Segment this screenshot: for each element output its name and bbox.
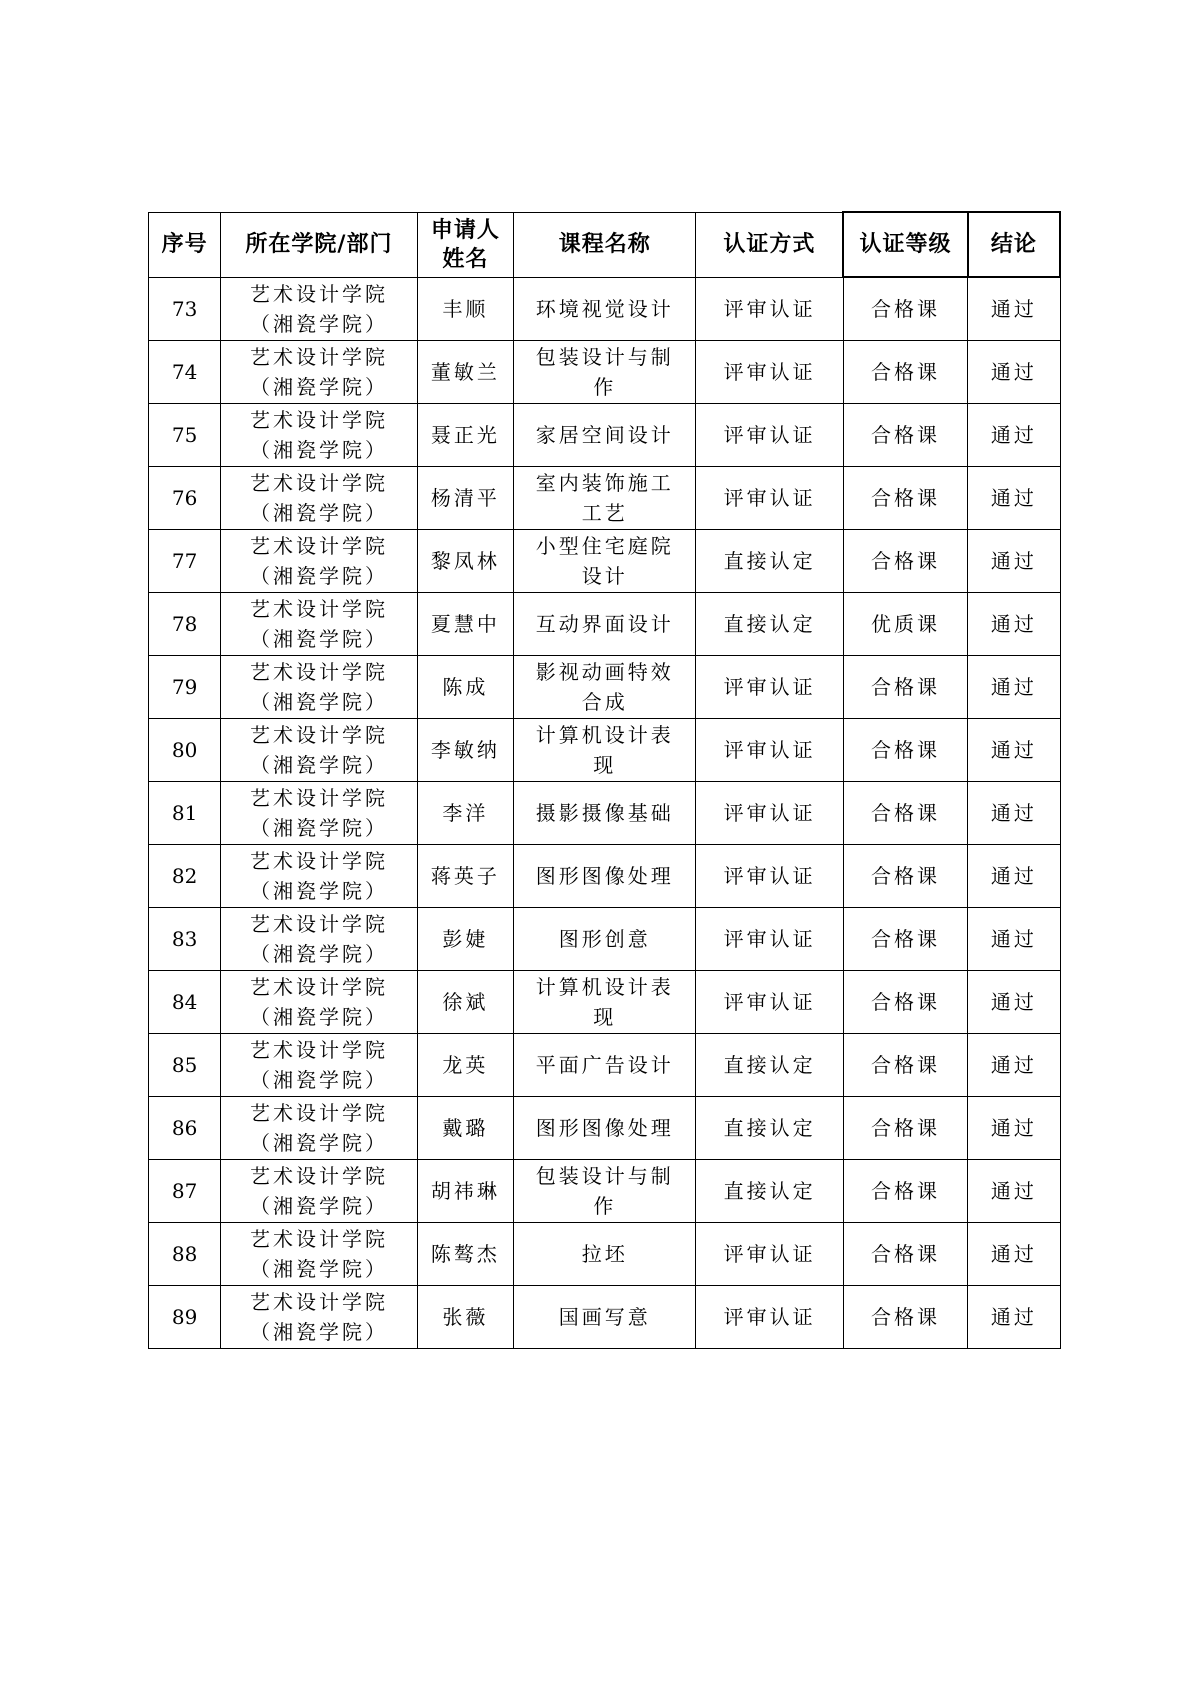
cell-no: 79	[149, 656, 221, 719]
cell-no: 82	[149, 845, 221, 908]
cell-dept	[221, 277, 418, 341]
cell-no: 88	[149, 1223, 221, 1286]
table-row	[149, 593, 1061, 656]
cell-applicant: 陈成	[417, 656, 513, 719]
cell-result: 通过	[968, 530, 1060, 593]
cell-result: 通过	[968, 404, 1060, 467]
cell-dept-text: 艺术设计学院（湘瓷学院）	[249, 1227, 388, 1281]
cell-result: 通过	[968, 277, 1060, 341]
cell-course-text: 摄影摄像基础	[535, 801, 674, 825]
table-row	[149, 277, 1061, 341]
cell-method: 评审认证	[696, 782, 843, 845]
cell-applicant: 聂正光	[417, 404, 513, 467]
header-dept: 所在学院/部门	[221, 212, 418, 277]
cell-course	[513, 1034, 696, 1097]
cell-dept	[221, 341, 418, 404]
cell-applicant: 李敏纳	[417, 719, 513, 782]
cell-dept-text: 艺术设计学院（湘瓷学院）	[249, 1101, 388, 1155]
cell-course-text: 图形图像处理	[535, 1116, 674, 1140]
cell-dept	[221, 1223, 418, 1286]
cell-dept-text: 艺术设计学院（湘瓷学院）	[249, 660, 388, 714]
cell-dept	[221, 1034, 418, 1097]
cell-dept	[221, 719, 418, 782]
cell-course-text: 包装设计与制作	[535, 345, 674, 399]
cell-dept	[221, 908, 418, 971]
cell-course	[513, 845, 696, 908]
header-course: 课程名称	[513, 212, 696, 277]
table-row	[149, 1034, 1061, 1097]
table-row	[149, 1223, 1061, 1286]
cell-no: 87	[149, 1160, 221, 1223]
cell-method: 评审认证	[696, 908, 843, 971]
cell-dept-text: 艺术设计学院（湘瓷学院）	[249, 1038, 388, 1092]
cell-dept-text: 艺术设计学院（湘瓷学院）	[249, 1164, 388, 1218]
cell-dept	[221, 530, 418, 593]
cell-result: 通过	[968, 1223, 1060, 1286]
cell-applicant: 徐斌	[417, 971, 513, 1034]
cell-dept-text: 艺术设计学院（湘瓷学院）	[249, 471, 388, 525]
cell-method: 评审认证	[696, 656, 843, 719]
cell-dept-text: 艺术设计学院（湘瓷学院）	[249, 408, 388, 462]
cell-method: 评审认证	[696, 341, 843, 404]
cell-applicant: 董敏兰	[417, 341, 513, 404]
cell-result: 通过	[968, 1286, 1060, 1349]
cell-level: 优质课	[843, 593, 967, 656]
cell-method: 评审认证	[696, 845, 843, 908]
cell-applicant: 戴璐	[417, 1097, 513, 1160]
table-row	[149, 404, 1061, 467]
cell-dept-text: 艺术设计学院（湘瓷学院）	[249, 597, 388, 651]
cell-result: 通过	[968, 782, 1060, 845]
cell-applicant: 李洋	[417, 782, 513, 845]
cell-dept	[221, 1286, 418, 1349]
cell-no: 81	[149, 782, 221, 845]
cell-no: 75	[149, 404, 221, 467]
header-row	[149, 212, 1061, 277]
cell-course	[513, 341, 696, 404]
cell-no: 77	[149, 530, 221, 593]
table-row	[149, 782, 1061, 845]
cell-level: 合格课	[843, 277, 967, 341]
cell-method: 直接认定	[696, 1160, 843, 1223]
cell-result: 通过	[968, 467, 1060, 530]
table-row	[149, 656, 1061, 719]
table-row	[149, 1097, 1061, 1160]
cell-method: 直接认定	[696, 593, 843, 656]
cell-dept-text: 艺术设计学院（湘瓷学院）	[249, 912, 388, 966]
cell-level: 合格课	[843, 341, 967, 404]
cell-applicant: 黎凤林	[417, 530, 513, 593]
cell-course-text: 平面广告设计	[535, 1053, 674, 1077]
cell-dept	[221, 782, 418, 845]
cell-level: 合格课	[843, 467, 967, 530]
cell-no: 83	[149, 908, 221, 971]
cell-level: 合格课	[843, 1034, 967, 1097]
cell-dept	[221, 467, 418, 530]
cell-result: 通过	[968, 1097, 1060, 1160]
cell-dept-text: 艺术设计学院（湘瓷学院）	[249, 849, 388, 903]
cell-course	[513, 782, 696, 845]
cell-course-text: 影视动画特效合成	[535, 660, 674, 714]
cell-result: 通过	[968, 656, 1060, 719]
cell-course-text: 图形图像处理	[535, 864, 674, 888]
cell-dept-text: 艺术设计学院（湘瓷学院）	[249, 281, 388, 336]
cell-course	[513, 1223, 696, 1286]
cell-no: 73	[149, 277, 221, 341]
cell-no: 76	[149, 467, 221, 530]
cell-applicant: 夏慧中	[417, 593, 513, 656]
course-certification-table	[148, 211, 1061, 1349]
cell-method: 直接认定	[696, 1097, 843, 1160]
table-row	[149, 719, 1061, 782]
cell-applicant: 胡祎琳	[417, 1160, 513, 1223]
cell-dept	[221, 656, 418, 719]
cell-dept	[221, 845, 418, 908]
cell-course	[513, 1160, 696, 1223]
cell-course-text: 拉坯	[581, 1242, 628, 1266]
cell-no: 74	[149, 341, 221, 404]
cell-method: 直接认定	[696, 530, 843, 593]
cell-applicant: 陈骜杰	[417, 1223, 513, 1286]
cell-dept	[221, 971, 418, 1034]
cell-level: 合格课	[843, 1097, 967, 1160]
cell-course-text: 包装设计与制作	[535, 1164, 674, 1218]
cell-applicant: 杨清平	[417, 467, 513, 530]
table-row	[149, 530, 1061, 593]
cell-no: 89	[149, 1286, 221, 1349]
cell-method: 直接认定	[696, 1034, 843, 1097]
table-row	[149, 467, 1061, 530]
cell-course-text: 国画写意	[558, 1305, 651, 1329]
cell-method: 评审认证	[696, 277, 843, 341]
cell-method: 评审认证	[696, 404, 843, 467]
cell-level: 合格课	[843, 1223, 967, 1286]
cell-result: 通过	[968, 719, 1060, 782]
table-row	[149, 341, 1061, 404]
cell-course	[513, 971, 696, 1034]
cell-applicant: 丰顺	[417, 277, 513, 341]
cell-dept-text: 艺术设计学院（湘瓷学院）	[249, 534, 388, 588]
cell-result: 通过	[968, 341, 1060, 404]
cell-dept-text: 艺术设计学院（湘瓷学院）	[249, 345, 388, 399]
cell-result: 通过	[968, 593, 1060, 656]
table-row	[149, 971, 1061, 1034]
cell-level: 合格课	[843, 971, 967, 1034]
cell-method: 评审认证	[696, 971, 843, 1034]
cell-result: 通过	[968, 1160, 1060, 1223]
cell-level: 合格课	[843, 656, 967, 719]
cell-level: 合格课	[843, 404, 967, 467]
cell-dept-text: 艺术设计学院（湘瓷学院）	[249, 975, 388, 1029]
cell-course-text: 计算机设计表现	[535, 723, 674, 777]
cell-dept-text: 艺术设计学院（湘瓷学院）	[249, 723, 388, 777]
cell-level: 合格课	[843, 719, 967, 782]
cell-level: 合格课	[843, 1160, 967, 1223]
cell-course	[513, 530, 696, 593]
cell-result: 通过	[968, 908, 1060, 971]
cell-course-text: 环境视觉设计	[535, 296, 674, 321]
cell-dept	[221, 404, 418, 467]
cell-level: 合格课	[843, 782, 967, 845]
cell-course	[513, 656, 696, 719]
table-row	[149, 1160, 1061, 1223]
cell-no: 78	[149, 593, 221, 656]
cell-course	[513, 719, 696, 782]
cell-no: 80	[149, 719, 221, 782]
cell-method: 评审认证	[696, 467, 843, 530]
cell-course-text: 室内装饰施工工艺	[535, 471, 674, 525]
cell-course	[513, 1286, 696, 1349]
header-level: 认证等级	[843, 212, 967, 277]
table-row	[149, 908, 1061, 971]
cell-dept	[221, 593, 418, 656]
cell-course	[513, 404, 696, 467]
cell-course	[513, 593, 696, 656]
cell-level: 合格课	[843, 908, 967, 971]
header-no: 序号	[149, 212, 221, 277]
header-method: 认证方式	[696, 212, 843, 277]
cell-method: 评审认证	[696, 1223, 843, 1286]
cell-applicant: 蒋英子	[417, 845, 513, 908]
cell-course-text: 互动界面设计	[535, 612, 674, 636]
cell-level: 合格课	[843, 1286, 967, 1349]
cell-no: 85	[149, 1034, 221, 1097]
cell-course	[513, 277, 696, 341]
cell-no: 84	[149, 971, 221, 1034]
cell-course-text: 小型住宅庭院设计	[535, 534, 674, 588]
cell-method: 评审认证	[696, 1286, 843, 1349]
cell-dept-text: 艺术设计学院（湘瓷学院）	[249, 786, 388, 840]
cell-dept	[221, 1160, 418, 1223]
cell-applicant: 彭婕	[417, 908, 513, 971]
cell-applicant: 龙英	[417, 1034, 513, 1097]
cell-result: 通过	[968, 971, 1060, 1034]
table-row	[149, 845, 1061, 908]
cell-method: 评审认证	[696, 719, 843, 782]
header-result: 结论	[968, 212, 1060, 277]
cell-dept	[221, 1097, 418, 1160]
cell-result: 通过	[968, 845, 1060, 908]
cell-course	[513, 1097, 696, 1160]
cell-course	[513, 908, 696, 971]
cell-course	[513, 467, 696, 530]
cell-course-text: 家居空间设计	[535, 423, 674, 447]
cell-level: 合格课	[843, 845, 967, 908]
cell-dept-text: 艺术设计学院（湘瓷学院）	[249, 1290, 388, 1344]
table-row	[149, 1286, 1061, 1349]
cell-result: 通过	[968, 1034, 1060, 1097]
cell-level: 合格课	[843, 530, 967, 593]
cell-no: 86	[149, 1097, 221, 1160]
cell-course-text: 图形创意	[558, 927, 651, 951]
cell-applicant: 张薇	[417, 1286, 513, 1349]
cell-course-text: 计算机设计表现	[535, 975, 674, 1029]
header-applicant: 申请人姓名	[417, 212, 513, 277]
